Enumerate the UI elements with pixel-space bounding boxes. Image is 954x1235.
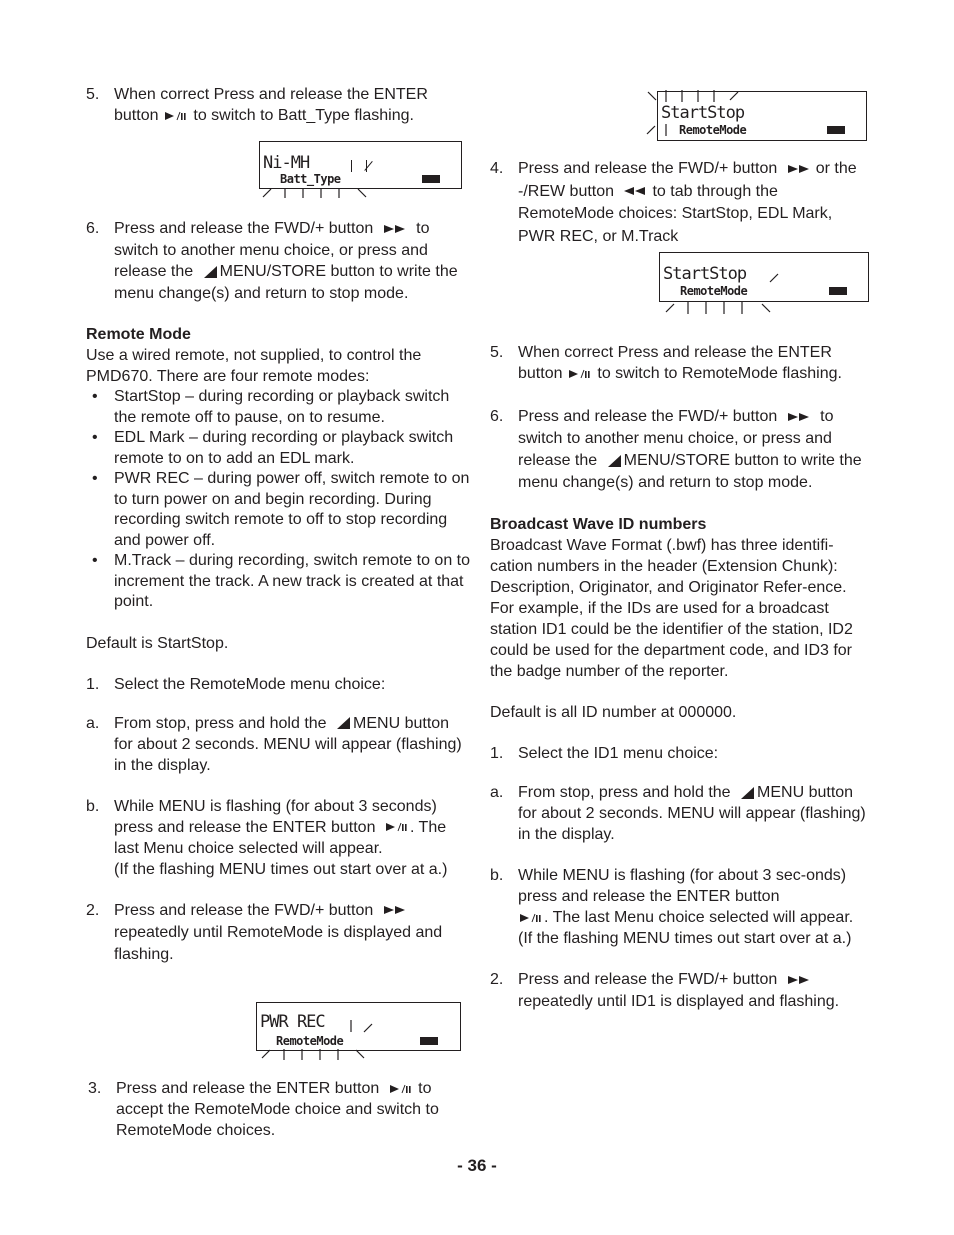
lcd-main-text: Ni-MH <box>263 153 310 173</box>
fast-forward-icon <box>384 905 410 915</box>
bullet-item: • M.Track – during recording, switch remote to on to increment the track. A new track is created at that point. <box>92 552 470 610</box>
lcd-main-text: StartStop <box>661 103 745 123</box>
lcd-main-text: StartStop <box>663 264 747 284</box>
step-a-right: a. From stop, press and hold the MENU button for about 2 seconds. MENU will appear (flashing) in the display. <box>490 784 866 843</box>
fast-forward-icon <box>384 224 410 234</box>
remote-mode-intro: Use a wired remote, not supplied, to control the PMD670. There are four remote modes: <box>86 347 422 385</box>
step-2: 2. Press and release the FWD/+ button repeatedly until RemoteMode is displayed and flashing. <box>86 901 443 963</box>
play-pause-icon <box>165 111 187 121</box>
step-4: 4. Press and release the FWD/+ button or the -/REW button to tab through the RemoteMode choices: StartStop, EDL Mark, PWR REC, or M.Track <box>490 160 857 245</box>
battery-icon <box>829 287 847 295</box>
play-pause-icon <box>386 822 408 832</box>
bullet-item: • PWR REC – during power off, switch remote to on to turn power on and begin recording. During recording switch remote to off to stop recording and power off. <box>92 470 470 549</box>
step-6-right: 6. Press and release the FWD/+ button to switch to another menu choice, or press and release the MENU/STORE button to write the menu change(s) and return to stop mode. <box>490 408 862 491</box>
rewind-icon <box>624 186 650 196</box>
page-number: - 36 - <box>457 1156 497 1175</box>
step-1: 1. Select the RemoteMode menu choice: <box>86 675 386 693</box>
broadcast-wave-para-2: For example, if the IDs are used for a broadcast station ID1 could be the identifier of the station, ID2 could be used for the department code, and ID3 for the badge number of the reporter. <box>490 600 853 680</box>
battery-icon <box>827 126 845 134</box>
lcd-sub-text: Batt_Type <box>280 172 341 186</box>
lcd-display-batt-type <box>259 141 462 189</box>
flash-rays <box>660 262 800 314</box>
flash-rays <box>255 183 375 199</box>
menu-triangle-icon <box>337 717 351 729</box>
step-5-right: 5. When correct Press and release the ENTER button to switch to RemoteMode flashing. <box>490 344 842 382</box>
default-remote: Default is StartStop. <box>86 634 229 652</box>
step-b-right: b. While MENU is flashing (for about 3 sec-onds) press and release the ENTER button . The last Menu choice selected will appear. (If the flashing MENU times out start over at a.) <box>490 867 854 947</box>
menu-triangle-icon <box>741 787 755 799</box>
remote-mode-heading: Remote Mode <box>86 326 191 343</box>
lcd-sub-text: RemoteMode <box>680 284 748 298</box>
fast-forward-icon <box>788 412 814 422</box>
play-pause-icon <box>569 369 591 379</box>
step-6: 6. Press and release the FWD/+ button to switch to another menu choice, or press and release the MENU/STORE button to write the menu change(s) and return to stop mode. <box>86 220 458 302</box>
left-column <box>86 84 471 966</box>
broadcast-wave-para-1: Broadcast Wave Format (.bwf) has three identifi-cation numbers in the header (Extension Chunk): Description, Originator, and Originator Refer-ence. <box>490 537 847 596</box>
play-pause-icon <box>390 1084 412 1094</box>
step-a: a. From stop, press and hold the MENU button for about 2 seconds. MENU will appear (flashing) in the display. <box>86 714 462 774</box>
step-5: 5. When correct Press and release the ENTER button to switch to Batt_Type flashing. <box>86 86 428 124</box>
lcd-main-text: PWR REC <box>260 1012 325 1032</box>
flash-rays <box>644 88 754 138</box>
flash-rays <box>256 1016 376 1062</box>
battery-icon <box>420 1037 438 1045</box>
bullet-item: • StartStop – during recording or playback switch the remote off to pause, on to resume. <box>92 388 450 426</box>
step-3: 3. Press and release the ENTER button to accept the RemoteMode choice and switch to RemoteMode choices. <box>88 1080 439 1139</box>
lcd-sub-text: RemoteMode <box>679 123 747 137</box>
battery-icon <box>422 175 440 183</box>
menu-triangle-icon <box>608 455 622 467</box>
lcd-sub-text: RemoteMode <box>276 1034 344 1048</box>
fast-forward-icon <box>788 975 814 985</box>
broadcast-wave-heading: Broadcast Wave ID numbers <box>490 516 707 533</box>
fast-forward-icon <box>788 164 814 174</box>
menu-triangle-icon <box>204 266 218 278</box>
step-1-right: 1. Select the ID1 menu choice: <box>490 745 719 762</box>
step-2-right: 2. Press and release the FWD/+ button repeatedly until ID1 is displayed and flashing. <box>490 971 840 1010</box>
step-b: b. While MENU is flashing (for about 3 seconds) press and release the ENTER button . The last Menu choice selected will appear. (If the flashing MENU times out start over at a.) <box>86 797 448 878</box>
default-id: Default is all ID number at 000000. <box>490 704 737 721</box>
play-pause-icon <box>520 913 542 923</box>
bullet-item: • EDL Mark – during recording or playback switch remote to on to add an EDL mark. <box>92 429 454 467</box>
